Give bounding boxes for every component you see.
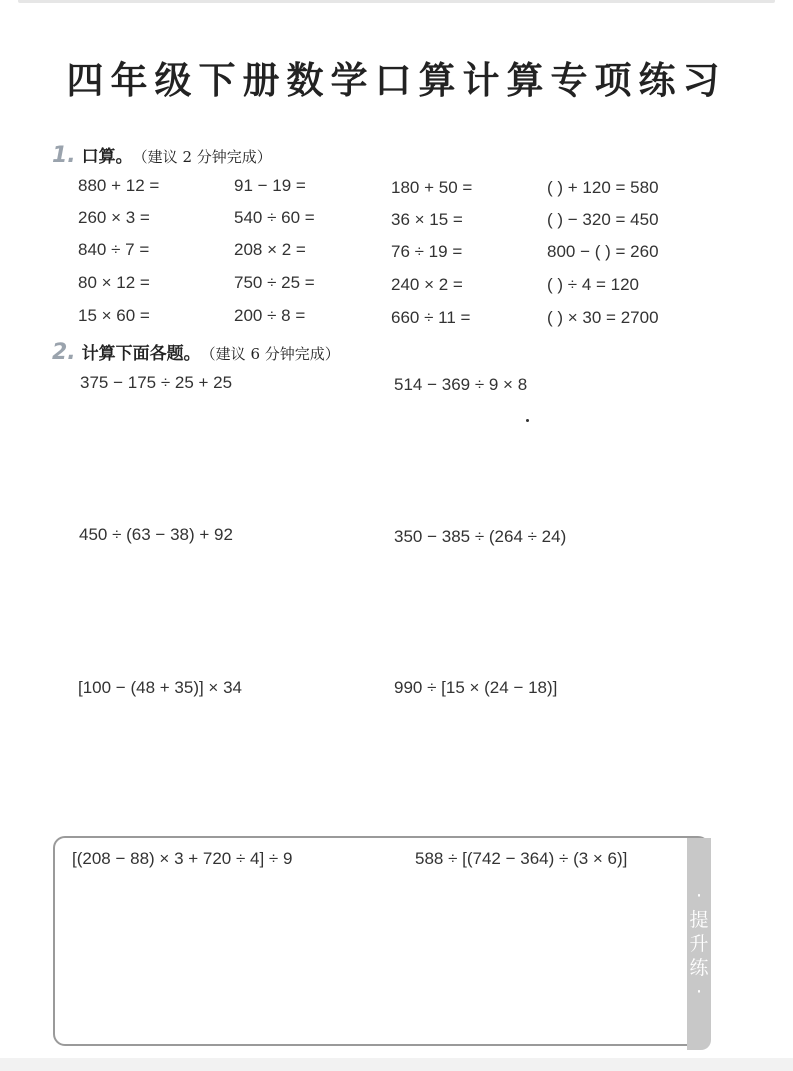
top-rule — [18, 0, 775, 3]
question-1-label: 口算。 — [81, 147, 133, 167]
oral-item: 260 × 3 = — [78, 208, 150, 227]
oral-item: 208 × 2 = — [234, 240, 306, 259]
calc-problem: 350 − 385 ÷ (264 ÷ 24) — [394, 527, 567, 546]
page-title: 四年级下册数学口算计算专项练习 — [66, 58, 727, 102]
challenge-side-tab — [687, 838, 711, 1050]
oral-item: ( ) ÷ 4 = 120 — [547, 275, 640, 294]
oral-item: 76 ÷ 19 = — [391, 242, 463, 261]
oral-item: 36 × 15 = — [391, 210, 463, 229]
oral-item: 180 + 50 = — [391, 178, 473, 197]
question-2-hint: （建议 6 分钟完成） — [200, 345, 340, 363]
question-1-heading — [52, 142, 272, 168]
oral-item: 540 ÷ 60 = — [234, 208, 315, 227]
calc-problem: 375 − 175 ÷ 25 + 25 — [80, 373, 233, 392]
question-1-number: 1. — [52, 143, 76, 168]
question-2-heading — [52, 339, 340, 365]
stray-dot — [526, 419, 529, 422]
tab-dot: · — [695, 981, 703, 1003]
challenge-problem: 588 ÷ [(742 − 364) ÷ (3 × 6)] — [415, 849, 628, 868]
calc-problem: 514 − 369 ÷ 9 × 8 — [394, 375, 528, 394]
oral-item: ( ) × 30 = 2700 — [547, 308, 659, 327]
oral-item: 91 − 19 = — [234, 176, 306, 195]
calc-problem: [100 − (48 + 35)] × 34 — [78, 678, 242, 697]
oral-item: 240 × 2 = — [391, 275, 463, 294]
oral-item: 750 ÷ 25 = — [234, 273, 315, 292]
oral-item: ( ) − 320 = 450 — [547, 210, 659, 229]
challenge-problem: [(208 − 88) × 3 + 720 ÷ 4] ÷ 9 — [72, 849, 293, 868]
oral-item: 800 − ( ) = 260 — [547, 242, 659, 261]
oral-item: 840 ÷ 7 = — [78, 240, 150, 259]
bottom-band — [0, 1058, 793, 1071]
calc-problem: 990 ÷ [15 × (24 − 18)] — [394, 678, 558, 697]
oral-item: 880 + 12 = — [78, 176, 160, 195]
question-2-number: 2. — [52, 340, 76, 365]
oral-item: 80 × 12 = — [78, 273, 150, 292]
calc-problem: 450 ÷ (63 − 38) + 92 — [79, 525, 233, 544]
oral-item: 200 ÷ 8 = — [234, 306, 306, 325]
oral-item: 660 ÷ 11 = — [391, 308, 471, 327]
oral-item: 15 × 60 = — [78, 306, 150, 325]
tab-char: 提 — [689, 909, 709, 931]
tab-char: 升 — [689, 933, 709, 955]
oral-item: ( ) + 120 = 580 — [547, 178, 659, 197]
tab-char: 练 — [689, 957, 709, 979]
tab-dot: · — [695, 885, 703, 907]
question-2-label: 计算下面各题。 — [81, 344, 201, 364]
question-1-hint: （建议 2 分钟完成） — [132, 148, 272, 166]
